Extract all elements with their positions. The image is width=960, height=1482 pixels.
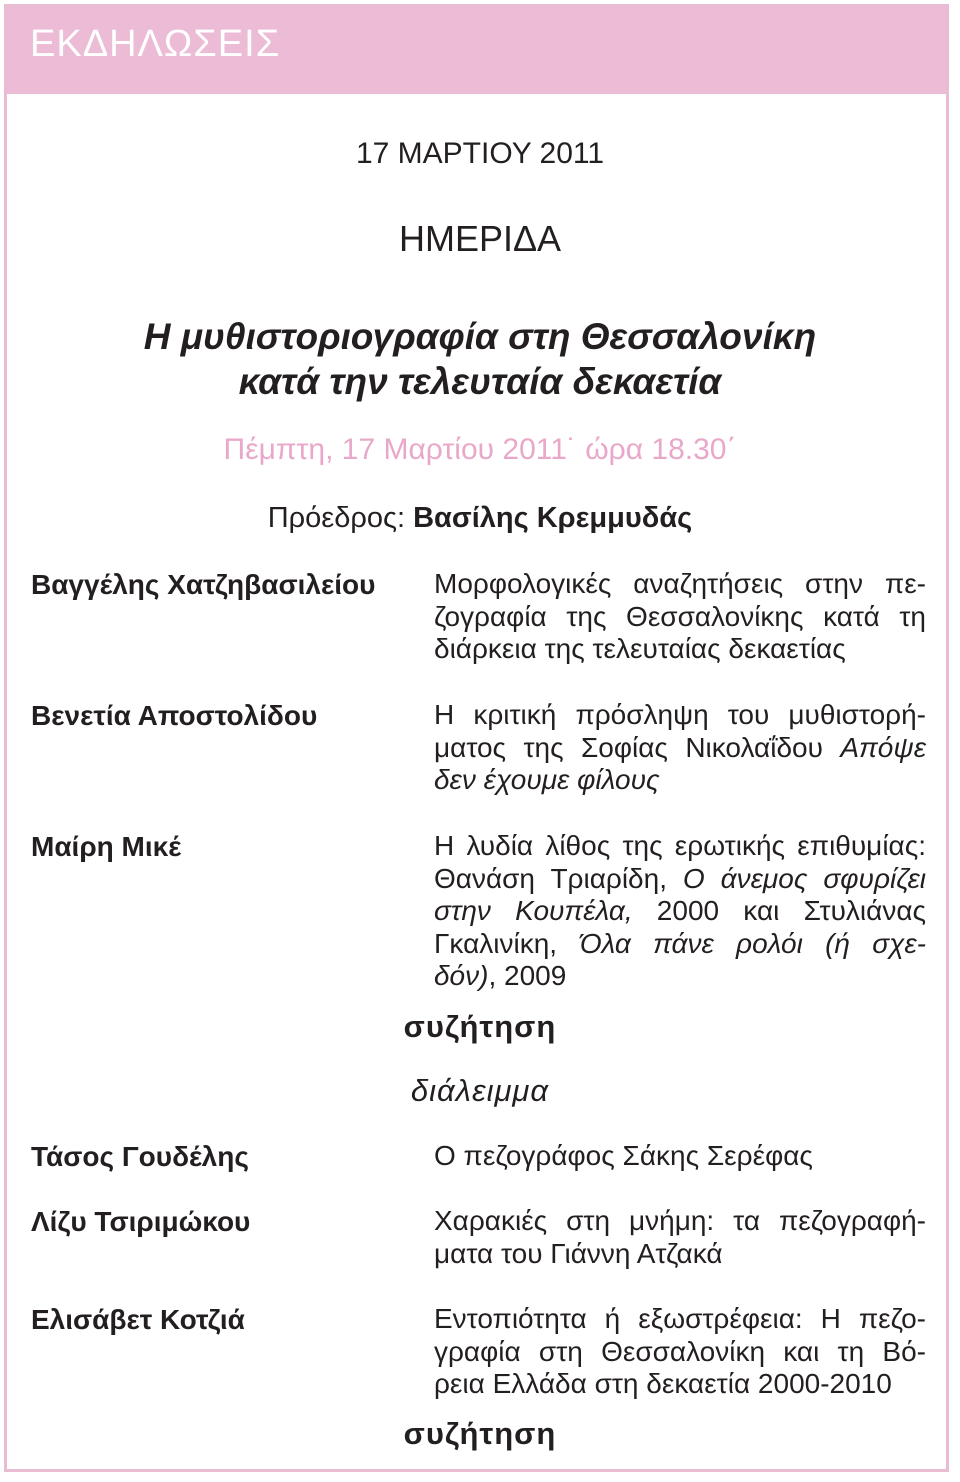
talk-topic <box>434 699 926 797</box>
topic-line: Μορφολογικές αναζητήσεις στην πε- <box>434 568 926 599</box>
event-datetime: Πέμπτη, 17 Μαρτίου 2011˙ ώρα 18.30΄ <box>223 433 737 466</box>
event-title-line-2: κατά την τελευταία δεκαετία <box>238 361 722 402</box>
topic-line <box>434 732 926 765</box>
topic-line <box>434 928 926 961</box>
talk-topic <box>434 1140 926 1173</box>
book-title: δεν έχουμε φίλους <box>434 764 660 795</box>
topic-line: Χαρακιές στη μνήμη: τα πεζογραφή- <box>434 1205 926 1236</box>
discussion-label: συζήτηση <box>403 1009 557 1044</box>
topic-line: Η λυδία λίθος της ερωτικής επιθυμίας: <box>434 830 926 861</box>
chair-label: Πρόεδρος: <box>267 502 406 534</box>
topic-text: Θανάση Τριαρίδη, <box>434 862 683 894</box>
topic-line: γραφία στη Θεσσαλονίκη και τη Βό- <box>434 1335 926 1367</box>
book-title: Ο άνεμος σφυρίζει <box>682 862 926 894</box>
talk-topic <box>434 1303 926 1401</box>
event-type: ΗΜΕΡΙΔΑ <box>398 218 562 259</box>
topic-text: , 2009 <box>488 960 567 991</box>
topic-text: ματος της Σοφίας Νικολαΐδου <box>434 731 841 763</box>
speaker-name: Βενετία Αποστολίδου <box>31 700 318 731</box>
speaker-name: Τάσος Γουδέλης <box>31 1141 249 1172</box>
book-title: Απόψε <box>840 731 926 763</box>
topic-line: ζογραφία της Θεσσαλονίκης κατά τη <box>434 600 926 632</box>
book-title: στην Κουπέλα, <box>434 895 633 926</box>
event-title <box>0 314 960 404</box>
date-heading: 17 ΜΑΡΤΙΟΥ 2011 <box>355 137 605 170</box>
topic-line: Η κριτική πρόσληψη του μυθιστορή- <box>434 699 926 730</box>
topic-line: Εντοπιότητα ή εξωστρέφεια: Η πεζο- <box>434 1303 926 1334</box>
speaker-name: Λίζυ Τσιριμώκου <box>31 1206 251 1237</box>
chair-name: Βασίλης Κρεμμυδάς <box>413 502 693 534</box>
talk-topic <box>434 830 926 993</box>
speaker-name: Βαγγέλης Χατζηβασιλείου <box>31 569 376 600</box>
topic-line: Ο πεζογράφος Σάκης Σερέφας <box>434 1140 813 1171</box>
topic-text: 2000 και Στυλιάνας <box>632 895 926 926</box>
talk-topic <box>434 568 926 666</box>
book-title: δόν) <box>434 960 489 991</box>
topic-line <box>434 960 926 993</box>
talk-topic <box>434 1205 926 1270</box>
break-label: διάλειμμα <box>410 1073 550 1108</box>
topic-line: ματα του Γιάννη Ατζακά <box>434 1237 723 1269</box>
topic-text: Γκαλινίκη, <box>434 927 580 959</box>
section-title: ΕΚΔΗΛΩΣΕΙΣ <box>30 23 281 65</box>
topic-line <box>434 863 926 896</box>
discussion-label: συζήτηση <box>403 1416 557 1451</box>
topic-line <box>434 895 926 928</box>
speaker-name: Ελισάβετ Κοτζιά <box>31 1304 245 1335</box>
chair-line <box>0 500 960 536</box>
topic-line: ρεια Ελλάδα στη δεκαετία 2000-2010 <box>434 1368 892 1399</box>
topic-line: διάρκεια της τελευταίας δεκαετίας <box>434 633 846 664</box>
book-title: Όλα πάνε ρολόι (ή σχε- <box>579 927 926 959</box>
speaker-name: Μαίρη Μικέ <box>31 831 181 862</box>
event-title-line-1: Η μυθιστοριογραφία στη Θεσσαλονίκη <box>143 316 817 357</box>
